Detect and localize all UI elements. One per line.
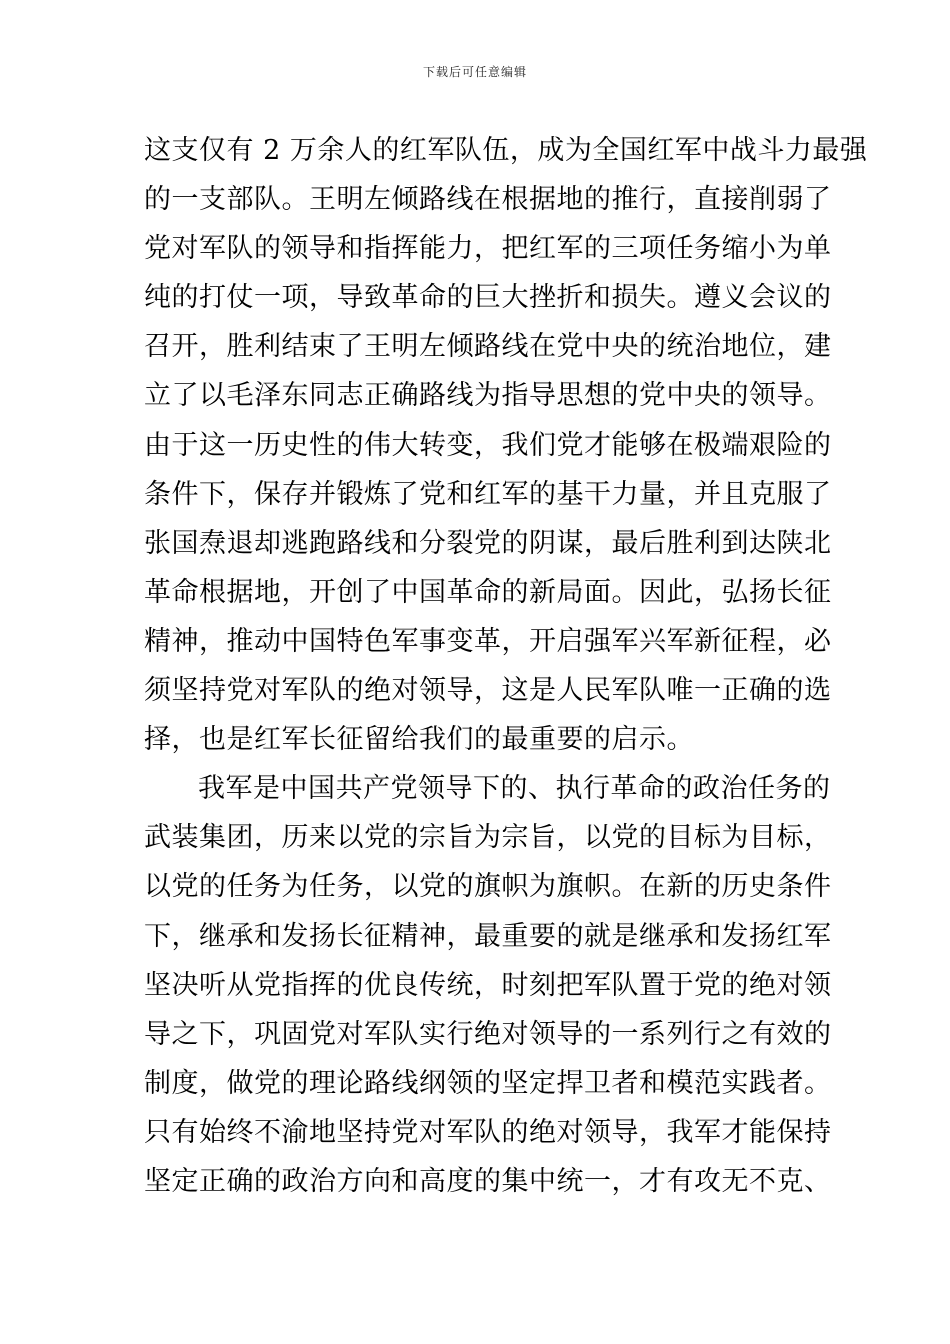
text-line: 须坚持党对军队的绝对领导，这是人民军队唯一正确的选	[144, 675, 832, 707]
page-header: 下载后可任意编辑	[422, 65, 527, 79]
text-line: 以党的任务为任务，以党的旗帜为旗帜。在新的历史条件	[144, 871, 832, 903]
text-line: 下，继承和发扬长征精神，最重要的就是继承和发扬红军	[144, 920, 832, 952]
text-line: 的一支部队。王明左倾路线在根据地的推行，直接削弱了	[144, 184, 832, 216]
text-line: 坚定正确的政治方向和高度的集中统一，才有攻无不克、	[144, 1165, 832, 1197]
paragraph-2	[144, 764, 832, 1206]
text-line: 张国焘退却逃跑路线和分裂党的阴谋，最后胜利到达陕北	[144, 527, 832, 559]
text-line: 革命根据地，开创了中国革命的新局面。因此，弘扬长征	[144, 576, 832, 608]
text-line: 制度，做党的理论路线纲领的坚定捍卫者和模范实践者。	[144, 1067, 832, 1099]
text-line: 召开，胜利结束了王明左倾路线在党中央的统治地位，建	[144, 331, 832, 363]
text-line: 我军是中国共产党领导下的、执行革命的政治任务的	[198, 773, 831, 805]
text-line: 这支仅有 2 万余人的红军队伍，成为全国红军中战斗力最强	[144, 135, 868, 166]
paragraph-1	[144, 126, 868, 764]
text-line: 导之下，巩固党对军队实行绝对领导的一系列行之有效的	[144, 1018, 832, 1050]
text-line: 精神，推动中国特色军事变革，开启强军兴军新征程，必	[144, 625, 832, 657]
text-line: 立了以毛泽东同志正确路线为指导思想的党中央的领导。	[144, 380, 832, 412]
text-line: 纯的打仗一项，导致革命的巨大挫折和损失。遵义会议的	[144, 282, 832, 314]
text-line: 条件下，保存并锻炼了党和红军的基干力量，并且克服了	[144, 478, 832, 510]
text-line: 武装集团，历来以党的宗旨为宗旨，以党的目标为目标，	[144, 822, 832, 854]
text-line: 党对军队的领导和指挥能力，把红军的三项任务缩小为单	[144, 233, 832, 265]
document-body	[144, 126, 868, 1206]
text-line: 只有始终不渝地坚持党对军队的绝对领导，我军才能保持	[144, 1116, 832, 1148]
text-line: 坚决听从党指挥的优良传统，时刻把军队置于党的绝对领	[144, 969, 832, 1001]
text-line: 择，也是红军长征留给我们的最重要的启示。	[144, 724, 694, 756]
text-line: 由于这一历史性的伟大转变，我们党才能够在极端艰险的	[144, 429, 832, 461]
